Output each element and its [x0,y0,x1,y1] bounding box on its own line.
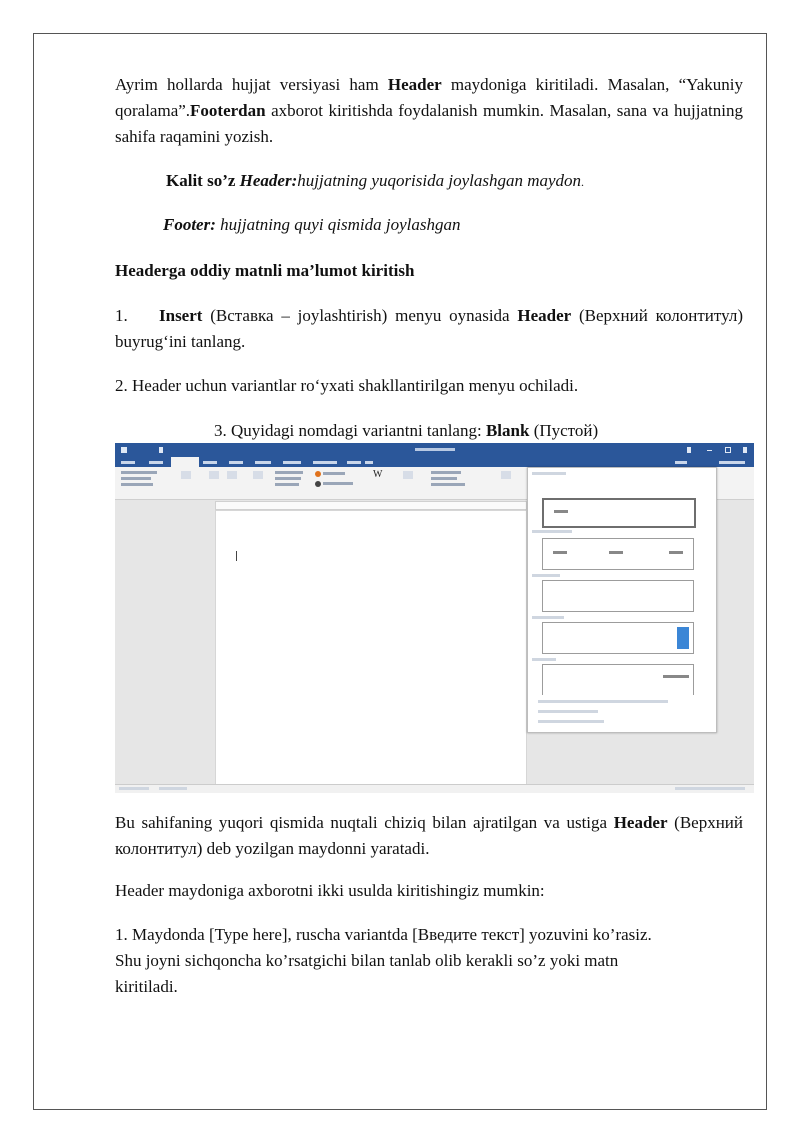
cross-reference-button[interactable] [431,483,465,486]
option-label-facet [532,658,556,661]
online-pictures-icon[interactable] [227,471,237,479]
col-left-placeholder [553,551,567,554]
option-label-blank-3col [532,530,572,533]
my-addins-icon[interactable] [315,481,321,487]
header-option-austin[interactable] [542,580,694,612]
col-mid-placeholder [609,551,623,554]
minimize-icon [707,450,712,451]
tab-file[interactable] [121,461,135,464]
header-gallery-dropdown [527,467,717,733]
share-button[interactable] [719,461,745,464]
step-1: 1. Insert (Вставка – joylashtirish) menyu oynasida Header (Верхний колонтитул) buyrug‘ini tanlang. [115,306,743,351]
ribbon-tabs [115,457,754,467]
status-bar [115,784,754,793]
step-3: 3. Quyidagi nomdagi variantni tanlang: Blank (Пустой) [214,421,599,440]
page-count-status [119,787,149,790]
blank-placeholder [554,510,568,513]
save-icon [121,447,127,453]
text-cursor [236,551,237,561]
tab-layout[interactable] [229,461,243,464]
banded-blue-block [677,627,689,649]
edit-header-link[interactable] [538,710,598,713]
tab-design[interactable] [203,461,217,464]
header-option-banded[interactable] [542,622,694,654]
zoom-slider[interactable] [675,787,745,790]
close-icon [743,447,747,453]
screenshot-button[interactable] [275,483,299,486]
horizontal-ruler [215,501,527,510]
hyperlink-button[interactable] [431,471,461,474]
option-label-banded [532,616,564,619]
tab-review[interactable] [313,461,337,464]
restore-icon [725,447,731,453]
word-title-bar [115,443,754,457]
tab-view[interactable] [347,461,361,464]
undo-icon [159,447,163,453]
ribbon-options-icon [687,447,691,453]
paragraph-two-ways: Header maydoniga axborotni ikki usulda kiritishingiz mumkin: [115,881,545,900]
table-icon[interactable] [181,471,191,479]
facet-placeholder [663,675,689,678]
definition-header: Kalit so’z Header:hujjatning yuqorisida joylashgan maydon. [166,171,585,190]
remove-header-link[interactable] [538,720,604,723]
gallery-section-label [532,472,566,475]
store-button[interactable] [323,472,345,475]
header-option-blank[interactable] [542,498,696,528]
document-title-placeholder [415,448,455,451]
sign-in-link[interactable] [675,461,687,464]
word-screenshot [115,443,754,793]
paragraph-header-version: Ayrim hollarda hujjat versiyasi ham Header maydoniga kiritiladi. Masalan, “Yakuniy qoralama”.Footerdan axborot kiritishda foydalanish mumkin. Masalan, sana va hujjatning sahifa raqamini yozish. [115,75,744,146]
online-video-icon[interactable] [403,471,413,479]
header-option-facet[interactable] [542,664,694,695]
store-icon[interactable] [315,471,321,477]
more-headers-link[interactable] [538,700,668,703]
tab-mailings[interactable] [283,461,301,464]
bookmark-button[interactable] [431,477,457,480]
pictures-icon[interactable] [209,471,219,479]
definition-footer: Footer: hujjatning quyi qismida joylashgan [163,215,461,234]
step-2: 2. Header uchun variantlar ro‘yxati shakllantirilgan menyu ochiladi. [115,376,579,395]
tab-home[interactable] [149,461,163,464]
chart-button[interactable] [275,477,301,480]
tab-references[interactable] [255,461,271,464]
wikipedia-icon[interactable]: W [373,469,383,480]
section-heading: Headerga oddiy matnli ma’lumot kiritish [115,261,415,280]
col-right-placeholder [669,551,683,554]
my-addins-button[interactable] [323,482,353,485]
paragraph-type-here: 1. Maydonda [Type here], ruscha variantda [Введите текст] yozuvini ko’rasiz. Shu joyni sichqoncha ko’rsatgichi bilan tanlab olib kerakli so’z yoki matn kiritiladi. [115,925,652,996]
paragraph-creates-field-line1: Bu sahifaning yuqori qismida nuqtali chiziq bilan ajratilgan va ustiga Header (Верхний колонтитул) deb yozilgan maydonni yaratadi. [115,813,743,858]
header-option-blank-three-columns[interactable] [542,538,694,570]
word-count-status [159,787,187,790]
blank-page-button[interactable] [121,477,151,480]
page-break-button[interactable] [121,483,153,486]
shapes-icon[interactable] [253,471,263,479]
cover-page-button[interactable] [121,471,157,474]
smartart-button[interactable] [275,471,303,474]
tab-help[interactable] [365,461,373,464]
option-label-austin [532,574,560,577]
comment-icon[interactable] [501,471,511,479]
document-page[interactable] [215,510,527,790]
tab-insert-active[interactable] [171,457,199,467]
